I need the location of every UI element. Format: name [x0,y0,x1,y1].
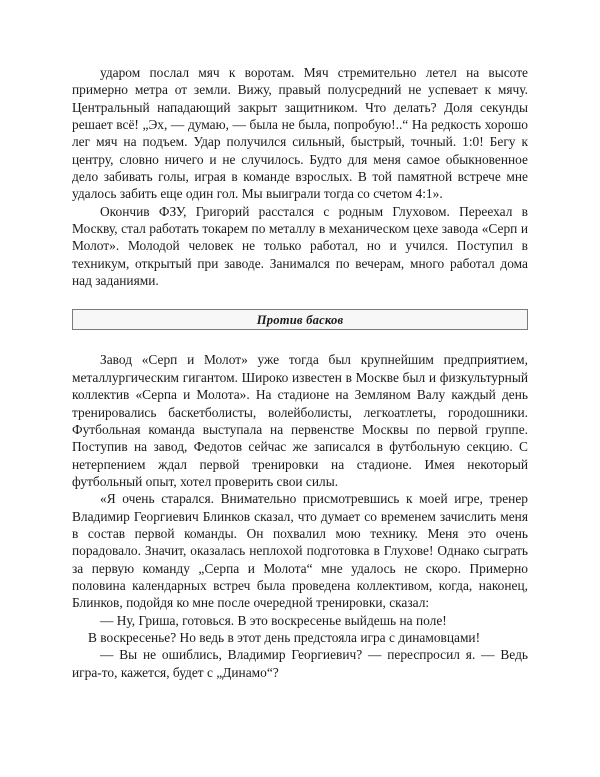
dialogue-line-blinkov-invite: — Ну, Гриша, готовься. В это воскресенье выйдешь на поле! [100,612,447,628]
dialogue-line-sunday-question: В воскресенье? Но ведь в этот день предстояла игра с динамовцами! [88,629,481,645]
paragraph-factory-sports: Завод «Серп и Молот» уже тогда был крупнейшим предприятием, металлургическим гигантом. Широко известен в Москве был и физкультурный коллектив «Серпа и Молота». На стадионе на Земляном Валу каждый день тренировались баскетболисты, волейболисты, легкоатлеты, городошники. Футбольная команда выступала на первенстве Москвы по первой группе. Поступив на завод, Федотов сейчас же записался в футбольную секцию. С нетерпением ждал первой тренировки на стадионе. Имея некоторый футбольный опыт, хотел проверить свои силы. [72,352,528,489]
paragraph-match-account: ударом послал мяч к воротам. Мяч стремительно летел на высоте примерно метра от земли. Вижу, правый полусредний не успевает к мячу. Центральный нападающий закрыт защитником. Что делать? Доля секунды решает всё! „Эх, — думаю, — была не была, попробую!..“ На редкость хорошо лег мяч на подъем. Удар получился сильный, быстрый, точный. 1:0! Бегу к центру, словно ничего и не случилось. Будто для меня самое обыкновенное дело забивать голы, играя в команде взрослых. В той памятной встрече мне удалось забить еще один гол. Мы выиграли тогда со счетом 4:1». [72,65,528,202]
text-column [72,64,528,681]
paragraph-moscow-move: Окончив ФЗУ, Григорий расстался с родным Глуховом. Переехал в Москву, стал работать токарем по металлу в механическом цехе завода «Серп и Молот». Молодой человек не только работал, но и учился. Поступил в техникум, открытый при заводе. Занимался по вечерам, много работал дома над заданиями. [72,203,528,289]
section-heading-wrap [72,309,528,330]
section-heading-title: Против басков [256,312,344,327]
paragraph-blinkov-quote: «Я очень старался. Внимательно присмотревшись к моей игре, тренер Владимир Георгиевич Блинков сказал, что думает со временем зачислить меня в состав первой команды. Он похвалил мою технику. Меня это очень порадовало. Значит, оказалась неплохой подготовка в Глухове! Однако сыграть за первую команду „Серпа и Молота“ мне удалось не скоро. Примерно половина календарных встреч была проведена коллективом, когда, наконец, Блинков, подойдя ко мне после очередной тренировки, сказал: [72,491,528,611]
dialogue-line-confirm-question: — Вы не ошиблись, Владимир Георгиевич? — переспросил я. — Ведь игра-то, кажется, будет с „Динамо“? [72,647,528,680]
section-heading-protiv-baskov [72,309,528,330]
